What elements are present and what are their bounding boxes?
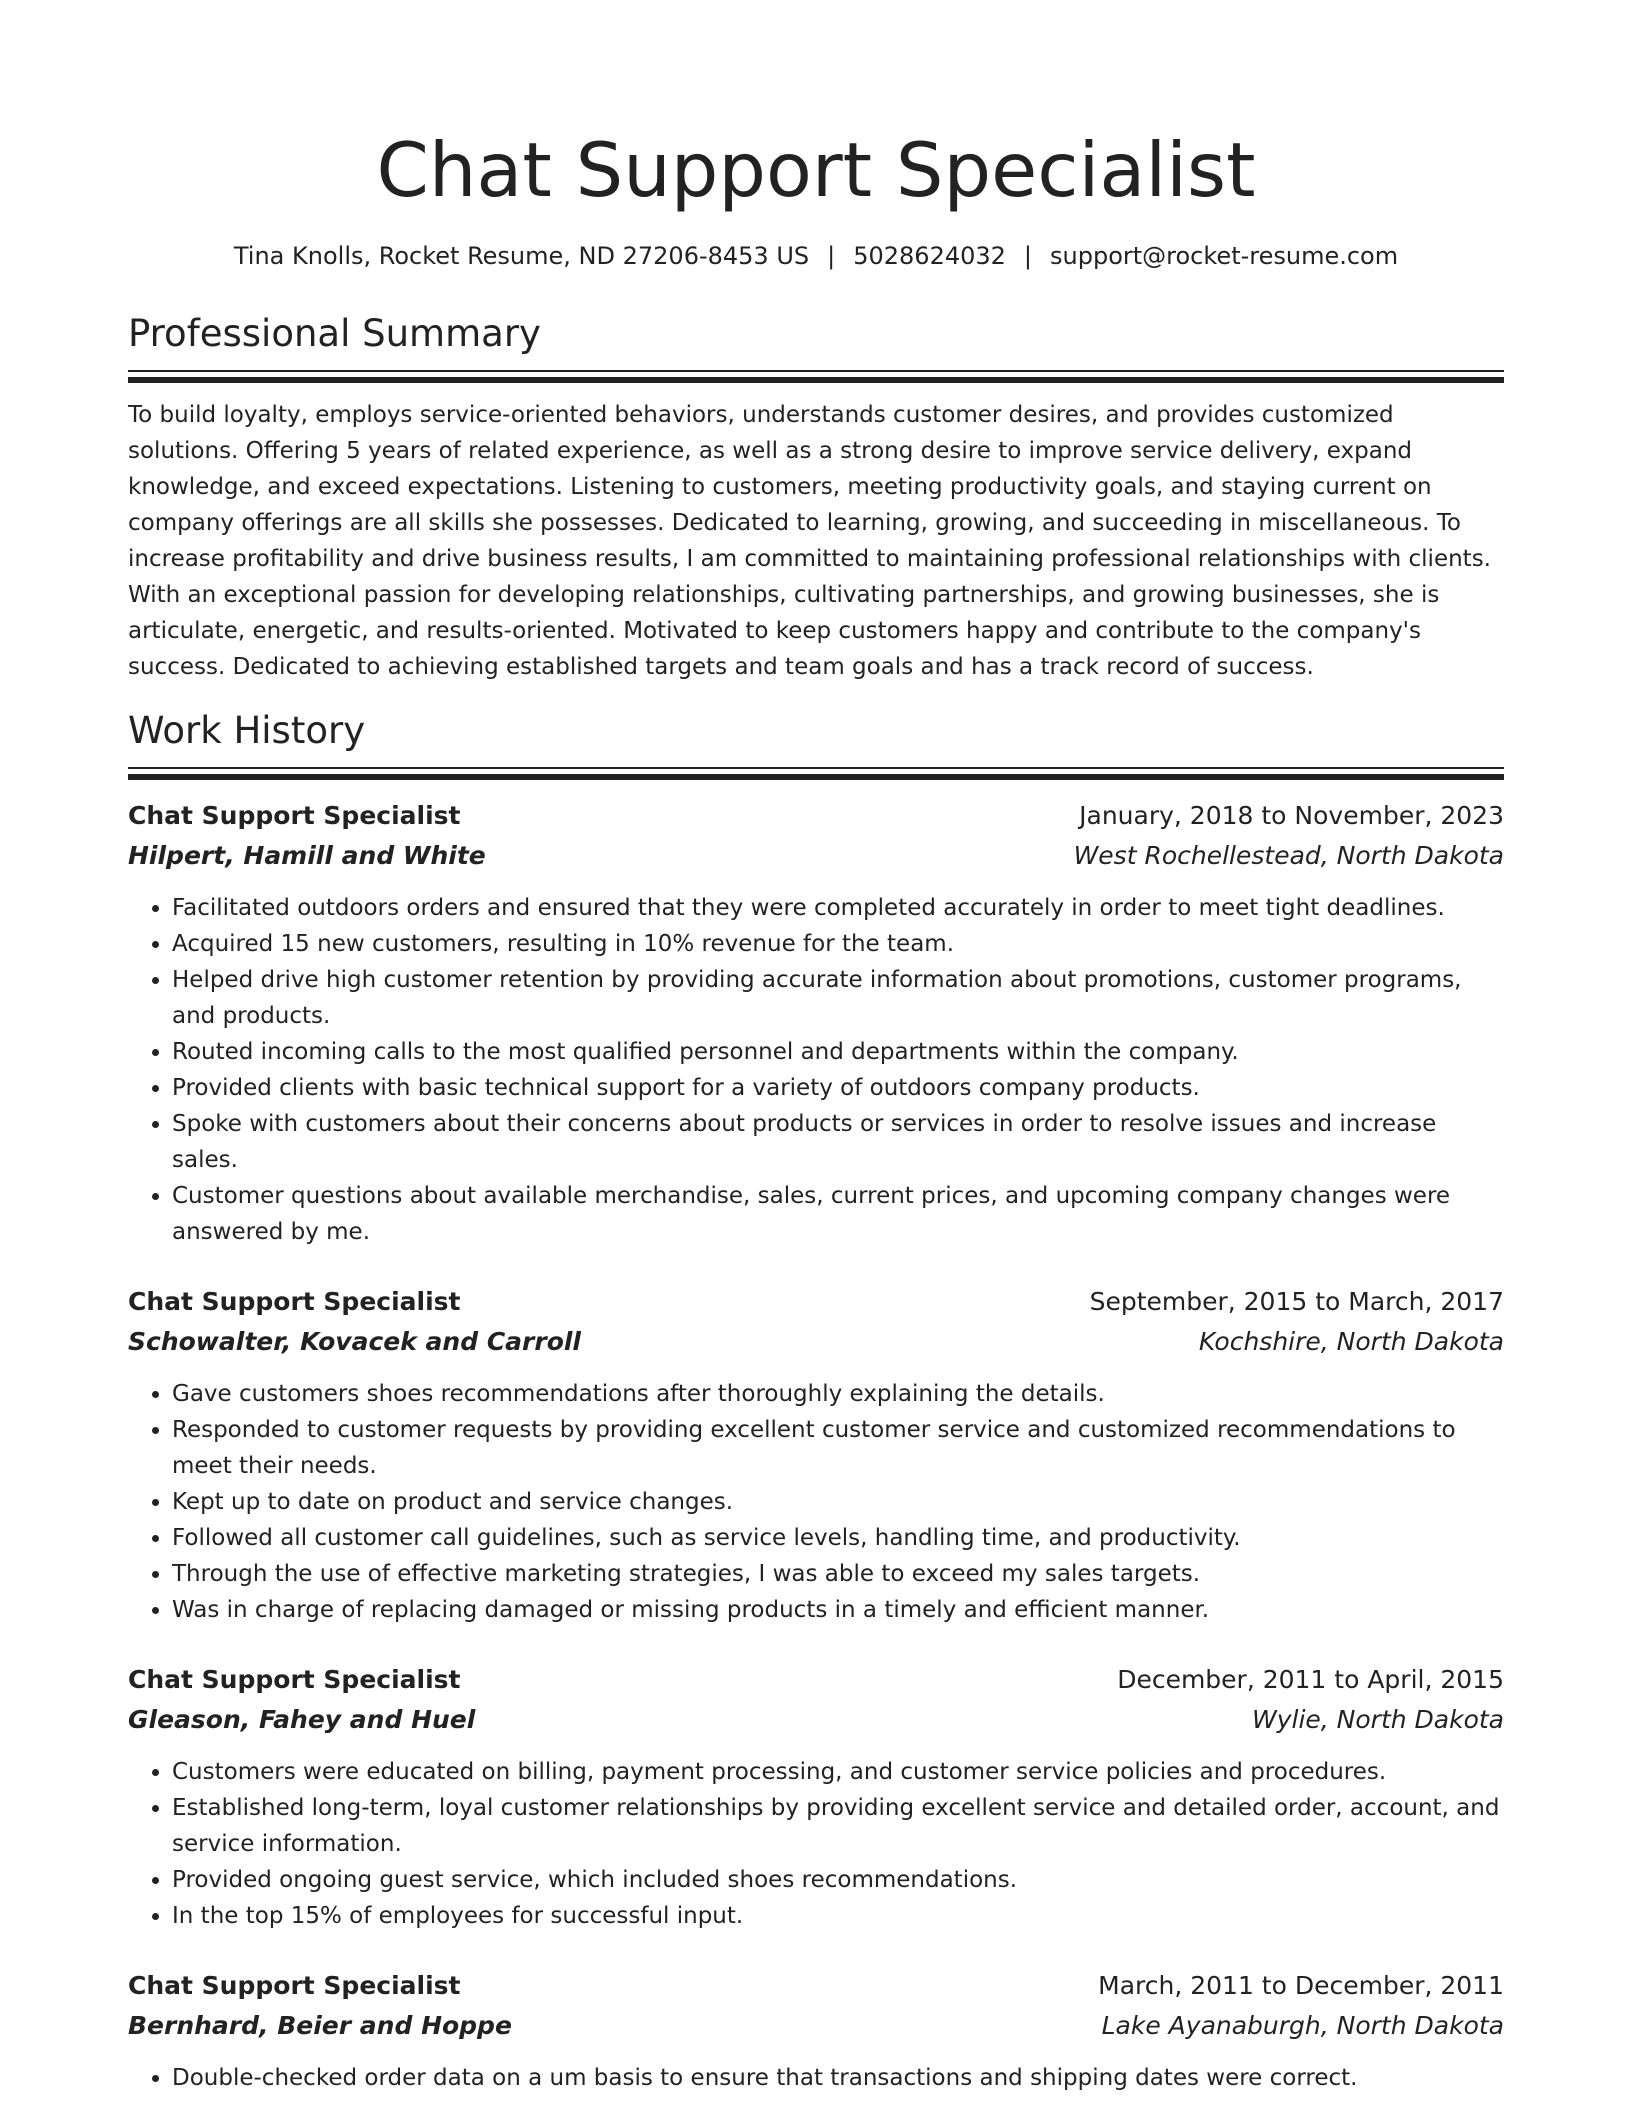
job-header [128,796,1504,836]
job-entry [128,1282,1504,1628]
job-company: Schowalter, Kovacek and Carroll [128,1327,582,1356]
job-bullets [128,1376,1504,1628]
job-bullet: • Provided clients with basic technical support for a variety of outdoors company products. [172,1070,1504,1106]
job-entry [128,1966,1504,2096]
job-bullets [128,890,1504,1250]
job-bullet: • Established long-term, loyal customer relationships by providing excellent service and detailed order, account, and service information. [172,1790,1504,1862]
work-history-list [128,796,1504,2096]
job-dates: March, 2011 to December, 2011 [1098,1971,1504,2000]
job-bullet: • Through the use of effective marketing strategies, I was able to exceed my sales targets. [172,1556,1504,1592]
contact-line [128,240,1504,272]
job-location: Wylie, North Dakota [1251,1705,1504,1734]
job-location: Lake Ayanaburgh, North Dakota [1101,2011,1504,2040]
job-bullets [128,2060,1504,2096]
job-entry [128,1660,1504,1934]
job-bullet: • Double-checked order data on a um basis to ensure that transactions and shipping dates were correct. [172,2060,1504,2096]
job-company: Hilpert, Hamill and White [128,841,486,870]
contact-address: Tina Knolls, Rocket Resume, ND 27206-8453 US [233,242,810,270]
job-company: Bernhard, Beier and Hoppe [128,2011,512,2040]
job-subheader [128,1700,1504,1740]
job-location: Kochshire, North Dakota [1198,1327,1504,1356]
job-subheader [128,836,1504,876]
job-title: Chat Support Specialist [128,1665,461,1694]
job-dates: September, 2015 to March, 2017 [1089,1287,1504,1316]
contact-separator: | [1023,242,1033,270]
contact-separator: | [827,242,836,270]
resume-title: Chat Support Specialist [376,126,1256,214]
job-dates: December, 2011 to April, 2015 [1117,1665,1504,1694]
job-header [128,1660,1504,1700]
job-bullet: • Provided ongoing guest service, which included shoes recommendations. [172,1862,1504,1898]
job-title: Chat Support Specialist [128,801,461,830]
job-bullet: • Spoke with customers about their concerns about products or services in order to resolve issues and increase sales. [172,1106,1504,1178]
job-bullet: • Followed all customer call guidelines, such as service levels, handling time, and productivity. [172,1520,1504,1556]
job-bullet: • Responded to customer requests by providing excellent customer service and customized recommendations to meet their needs. [172,1412,1504,1484]
contact-phone: 5028624032 [853,242,1006,270]
job-company: Gleason, Fahey and Huel [128,1705,476,1734]
job-subheader [128,2006,1504,2046]
job-bullet: • Customer questions about available merchandise, sales, current prices, and upcoming company changes were answered by me. [172,1178,1504,1250]
job-bullets [128,1754,1504,1934]
job-bullet: • In the top 15% of employees for successful input. [172,1898,1504,1934]
job-bullet: • Customers were educated on billing, payment processing, and customer service policies and procedures. [172,1754,1504,1790]
section-divider [128,767,1504,780]
job-bullet: • Routed incoming calls to the most qualified personnel and departments within the company. [172,1034,1504,1070]
job-bullet: • Gave customers shoes recommendations after thoroughly explaining the details. [172,1376,1504,1412]
job-location: West Rochellestead, North Dakota [1073,841,1504,870]
contact-email: support@rocket-resume.com [1050,242,1399,270]
job-dates: January, 2018 to November, 2023 [1079,801,1504,830]
job-title: Chat Support Specialist [128,1287,461,1316]
job-bullet: • Acquired 15 new customers, resulting in 10% revenue for the team. [172,926,1504,962]
job-header [128,1966,1504,2006]
section-divider [128,370,1504,383]
job-bullet: • Facilitated outdoors orders and ensured that they were completed accurately in order to meet tight deadlines. [172,890,1504,926]
job-subheader [128,1322,1504,1362]
job-bullet: • Helped drive high customer retention by providing accurate information about promotions, customer programs, and products. [172,962,1504,1034]
job-bullet: • Was in charge of replacing damaged or missing products in a timely and efficient manner. [172,1592,1504,1628]
job-entry [128,796,1504,1250]
job-bullet: • Kept up to date on product and service changes. [172,1484,1504,1520]
section-title-work-history: Work History [128,709,366,752]
job-header [128,1282,1504,1322]
section-title-summary: Professional Summary [128,312,541,355]
job-title: Chat Support Specialist [128,1971,461,2000]
summary-text: To build loyalty, employs service-oriented behaviors, understands customer desires, and provides customized solutions. Offering 5 years of related experience, as well as a strong desire to improve service delivery, expand knowledge, and exceed expectations. Listening to customers, meeting productivity goals, and staying current on company offerings are all skills she possesses. Dedicated to learning, growing, and succeeding in miscellaneous. To increase profitability and drive business results, I am committed to maintaining professional relationships with clients. With an exceptional passion for developing relationships, cultivating partnerships, and growing businesses, she is articulate, energetic, and results-oriented. Motivated to keep customers happy and contribute to the company's success. Dedicated to achieving established targets and team goals and has a track record of success. [128,402,1491,680]
